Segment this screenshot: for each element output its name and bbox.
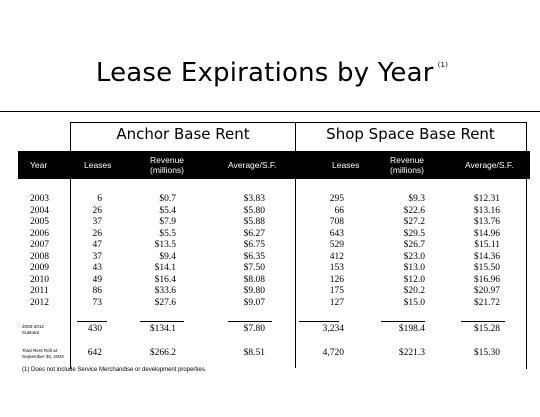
shop-avg-cell: $13.16 <box>473 205 500 216</box>
shop-revenue-cell: $12.0 <box>403 274 425 285</box>
anchor-avg-cell: $9.80 <box>243 286 265 297</box>
shop-leases-cell: 153 <box>329 263 344 274</box>
anchor-revenue-cell: $27.6 <box>154 297 176 308</box>
shop-avg-cell: $12.31 <box>473 194 500 204</box>
anchor-avg-cell: $8.08 <box>243 274 265 285</box>
total-anchor-avg-cell: $8.51 <box>243 348 265 358</box>
subtotal-rule <box>299 321 339 322</box>
anchor-leases-cell: 86 <box>92 286 102 297</box>
year-cell: 2004 <box>30 205 49 216</box>
total-label: Total Rent Roll at September 30, 2003 <box>22 348 64 359</box>
subtotal-anchor-leases-cell: 430 <box>87 324 102 334</box>
subtotal-rule <box>461 321 505 322</box>
subtotal-anchor-revenue-cell: $134.1 <box>149 324 176 334</box>
subtotal-shop-leases-cell: 3,234 <box>322 324 344 334</box>
anchor-avg-cell: $3.83 <box>243 194 265 204</box>
title-rule <box>0 111 540 112</box>
subtotal-rule <box>140 321 184 322</box>
subtotal-rule <box>381 321 425 322</box>
page-title <box>0 58 540 88</box>
anchor-avg-cell: $6.75 <box>243 240 265 251</box>
anchor-revenue-cell: $9.4 <box>159 251 176 262</box>
total-shop-leases-cell: 4,720 <box>322 348 344 358</box>
anchor-avg-cell: $5.80 <box>243 205 265 216</box>
total-anchor-leases-cell: 642 <box>87 348 102 358</box>
subtotal-label: 2003-2012 Subtotal <box>22 324 44 335</box>
shop-leases-cell: 127 <box>329 297 344 308</box>
shop-revenue-cell: $9.3 <box>408 194 425 204</box>
anchor-avg-cell: $7.50 <box>243 263 265 274</box>
anchor-leases-cell: 26 <box>92 228 102 239</box>
anchor-revenue-cell: $14.1 <box>154 263 176 274</box>
shop-avg-cell: $20.97 <box>473 286 500 297</box>
header-shop-revenue: Revenue (millions) <box>390 155 425 175</box>
column-header-bar <box>18 151 530 179</box>
shop-avg-cell: $13.76 <box>473 217 500 228</box>
shop-revenue-cell: $20.2 <box>403 286 425 297</box>
shop-revenue-cell: $13.0 <box>403 263 425 274</box>
total-anchor-revenue-cell: $266.2 <box>149 348 176 358</box>
footnote: (1) Does not include Service Merchandise or development properties. <box>22 367 207 373</box>
shop-revenue-cell: $15.0 <box>403 297 425 308</box>
anchor-avg-cell: $5.88 <box>243 217 265 228</box>
header-anchor-leases: Leases <box>84 160 112 170</box>
shop-avg-cell: $16.96 <box>473 274 500 285</box>
title-text: Lease Expirations by Year <box>95 58 434 88</box>
header-year: Year <box>30 160 48 170</box>
header-shop-avg: Average/S.F. <box>465 160 514 170</box>
shop-leases-cell: 126 <box>329 274 344 285</box>
shop-leases-cell: 175 <box>329 286 344 297</box>
total-shop-revenue-cell: $221.3 <box>398 348 425 358</box>
anchor-avg-cell: $9.07 <box>243 297 265 308</box>
subtotal-shop-revenue-cell: $198.4 <box>398 324 425 334</box>
anchor-leases-cell: 37 <box>92 217 102 228</box>
shop-avg-cell: $15.50 <box>473 263 500 274</box>
year-cell: 2003 <box>30 194 49 204</box>
year-cell: 2011 <box>30 286 49 297</box>
subtotal-anchor-avg-cell: $7.80 <box>243 324 265 334</box>
anchor-leases-cell: 37 <box>92 251 102 262</box>
anchor-revenue-cell: $16.4 <box>154 274 176 285</box>
year-cell: 2006 <box>30 228 49 239</box>
header-anchor-avg: Average/S.F. <box>228 160 277 170</box>
subtotal-rule <box>228 321 272 322</box>
header-shop-leases: Leases <box>332 160 360 170</box>
anchor-leases-cell: 26 <box>92 205 102 216</box>
shop-leases-cell: 529 <box>329 240 344 251</box>
shop-revenue-cell: $22.6 <box>403 205 425 216</box>
year-cell: 2012 <box>30 297 49 308</box>
year-cell: 2009 <box>30 263 49 274</box>
anchor-revenue-cell: $13.5 <box>154 240 176 251</box>
shop-leases-cell: 295 <box>329 194 344 204</box>
anchor-leases-cell: 73 <box>92 297 102 308</box>
shop-revenue-cell: $27.2 <box>403 217 425 228</box>
year-cell: 2005 <box>30 217 49 228</box>
year-cell: 2008 <box>30 251 49 262</box>
anchor-revenue-cell: $0.7 <box>159 194 176 204</box>
shop-leases-cell: 708 <box>329 217 344 228</box>
anchor-group-heading: Anchor Base Rent <box>116 125 250 143</box>
subtotal-shop-avg-cell: $15.28 <box>473 324 500 334</box>
year-cell: 2007 <box>30 240 49 251</box>
shop-leases-cell: 412 <box>329 251 344 262</box>
shop-leases-cell: 66 <box>334 205 344 216</box>
anchor-leases-cell: 43 <box>92 263 102 274</box>
anchor-avg-cell: $6.27 <box>243 228 265 239</box>
shop-avg-cell: $14.36 <box>473 251 500 262</box>
anchor-revenue-cell: $33.6 <box>154 286 176 297</box>
shop-revenue-cell: $29.5 <box>403 228 425 239</box>
shop-avg-cell: $21.72 <box>473 297 500 308</box>
shop-avg-cell: $14.96 <box>473 228 500 239</box>
shop-group-heading: Shop Space Base Rent <box>326 125 495 143</box>
shop-revenue-cell: $26.7 <box>403 240 425 251</box>
anchor-avg-cell: $6.35 <box>243 251 265 262</box>
year-cell: 2010 <box>30 274 49 285</box>
total-shop-avg-cell: $15.30 <box>473 348 500 358</box>
shop-leases-cell: 643 <box>329 228 344 239</box>
subtotal-rule <box>77 321 107 322</box>
anchor-leases-cell: 49 <box>92 274 102 285</box>
anchor-revenue-cell: $5.5 <box>159 228 176 239</box>
anchor-leases-cell: 47 <box>92 240 102 251</box>
title-footnote-mark: (1) <box>437 61 449 69</box>
shop-avg-cell: $15.11 <box>474 240 500 251</box>
header-anchor-revenue: Revenue (millions) <box>150 155 185 175</box>
anchor-revenue-cell: $7.9 <box>159 217 176 228</box>
anchor-revenue-cell: $5.4 <box>159 205 176 216</box>
shop-revenue-cell: $23.0 <box>403 251 425 262</box>
anchor-leases-cell: 6 <box>97 194 102 204</box>
